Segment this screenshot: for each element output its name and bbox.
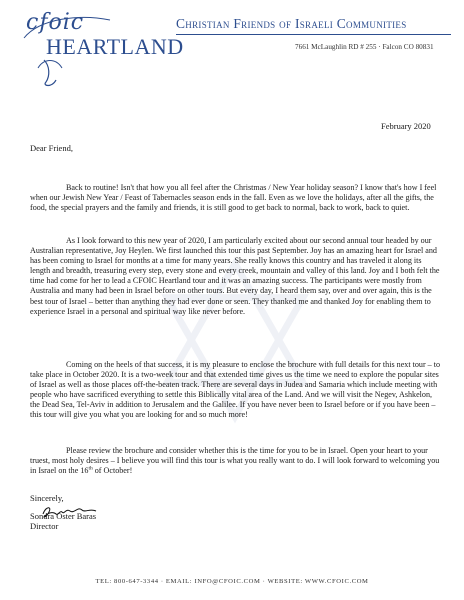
paragraph-4	[30, 446, 442, 476]
letterhead-rule	[176, 34, 451, 35]
paragraph-1: Back to routine! Isn't that how you all feel after the Christmas / New Year holiday season? I know that's how I feel when our Jewish New Year / Feast of Tabernacles season ends in the fall. Even as we love the holidays, after all the gifts, the food, the special prayers and the family and friends, it is still good to get back to normal, back to work, back to quiet.	[30, 183, 437, 213]
organization-name: Christian Friends of Israeli Communities	[176, 16, 407, 31]
footer-contact: TEL: 800-647-3344 · EMAIL: INFO@CFOIC.COM · WEBSITE: WWW.CFOIC.COM	[95, 578, 369, 585]
paragraph-2: As I look forward to this new year of 2020, I am particularly excited about our second annual tour headed by our Australian representative, Joy Heylen. We first launched this tour this past September. Joy has an amazing heart for Israel and has been coming to Israel for months at a time for many years. She really knows this country and has traveled it along its length and breadth, treasuring every step, every stone and every creek, mountain and valley of this land. Joy and I both felt the time had come for her to lead a CFOIC Heartland tour and it was an amazing success. The participants were mostly from Australia and many had been in Israel before on other tours. But every day, I heard them say, over and over again, this is the best tour of Israel – better than anything they had ever done or seen. They thanked me and thanked Joy for enabling them to experience Israel in a personal and spiritual way like never before.	[30, 236, 440, 316]
logo-cfoic-text: cfoic	[26, 10, 85, 35]
paragraph-3: Coming on the heels of that success, it is my pleasure to enclose the brochure with full details for this next tour – to take place in October 2020. It is a two-week tour and that extended time gives us the time we need to explore the popular sites of Israel as well as those places off-the-beaten track. There are several days in Judea and Samaria which include meeting with people who have sacrificed everything to settle this Biblically vital area of the Land. And we will visit the Negev, Ashkelon, the Dead Sea, Tel-Aviv in addition to Jerusalem and the Galilee. If you have never been to Israel before or if you have been – this tour will give you what you are looking for and so much more!	[30, 360, 441, 420]
letter-date: February 2020	[381, 121, 431, 131]
paragraph-4-end: of October!	[92, 466, 133, 476]
signer-block	[30, 511, 96, 531]
paragraph-4-text: Please review the brochure and consider whether this is the time for you to be in Israel. Open your heart to your truest, most holy desires – I believe you will find this tour is what you really want to do. I will look forward to welcoming you in Israel on the 16	[30, 446, 440, 476]
signer-title: Director	[30, 521, 59, 531]
signer-name: Sondra Oster Baras	[30, 511, 97, 521]
cfoic-heartland-logo	[20, 8, 184, 88]
salutation: Dear Friend,	[30, 143, 73, 153]
closing: Sincerely,	[30, 493, 64, 503]
organization-address: 7661 McLaughlin RD # 255 · Falcon CO 80831	[295, 43, 434, 51]
logo-heartland-text: HEARTLAND	[46, 34, 184, 59]
ordinal-suffix: th	[88, 465, 93, 472]
